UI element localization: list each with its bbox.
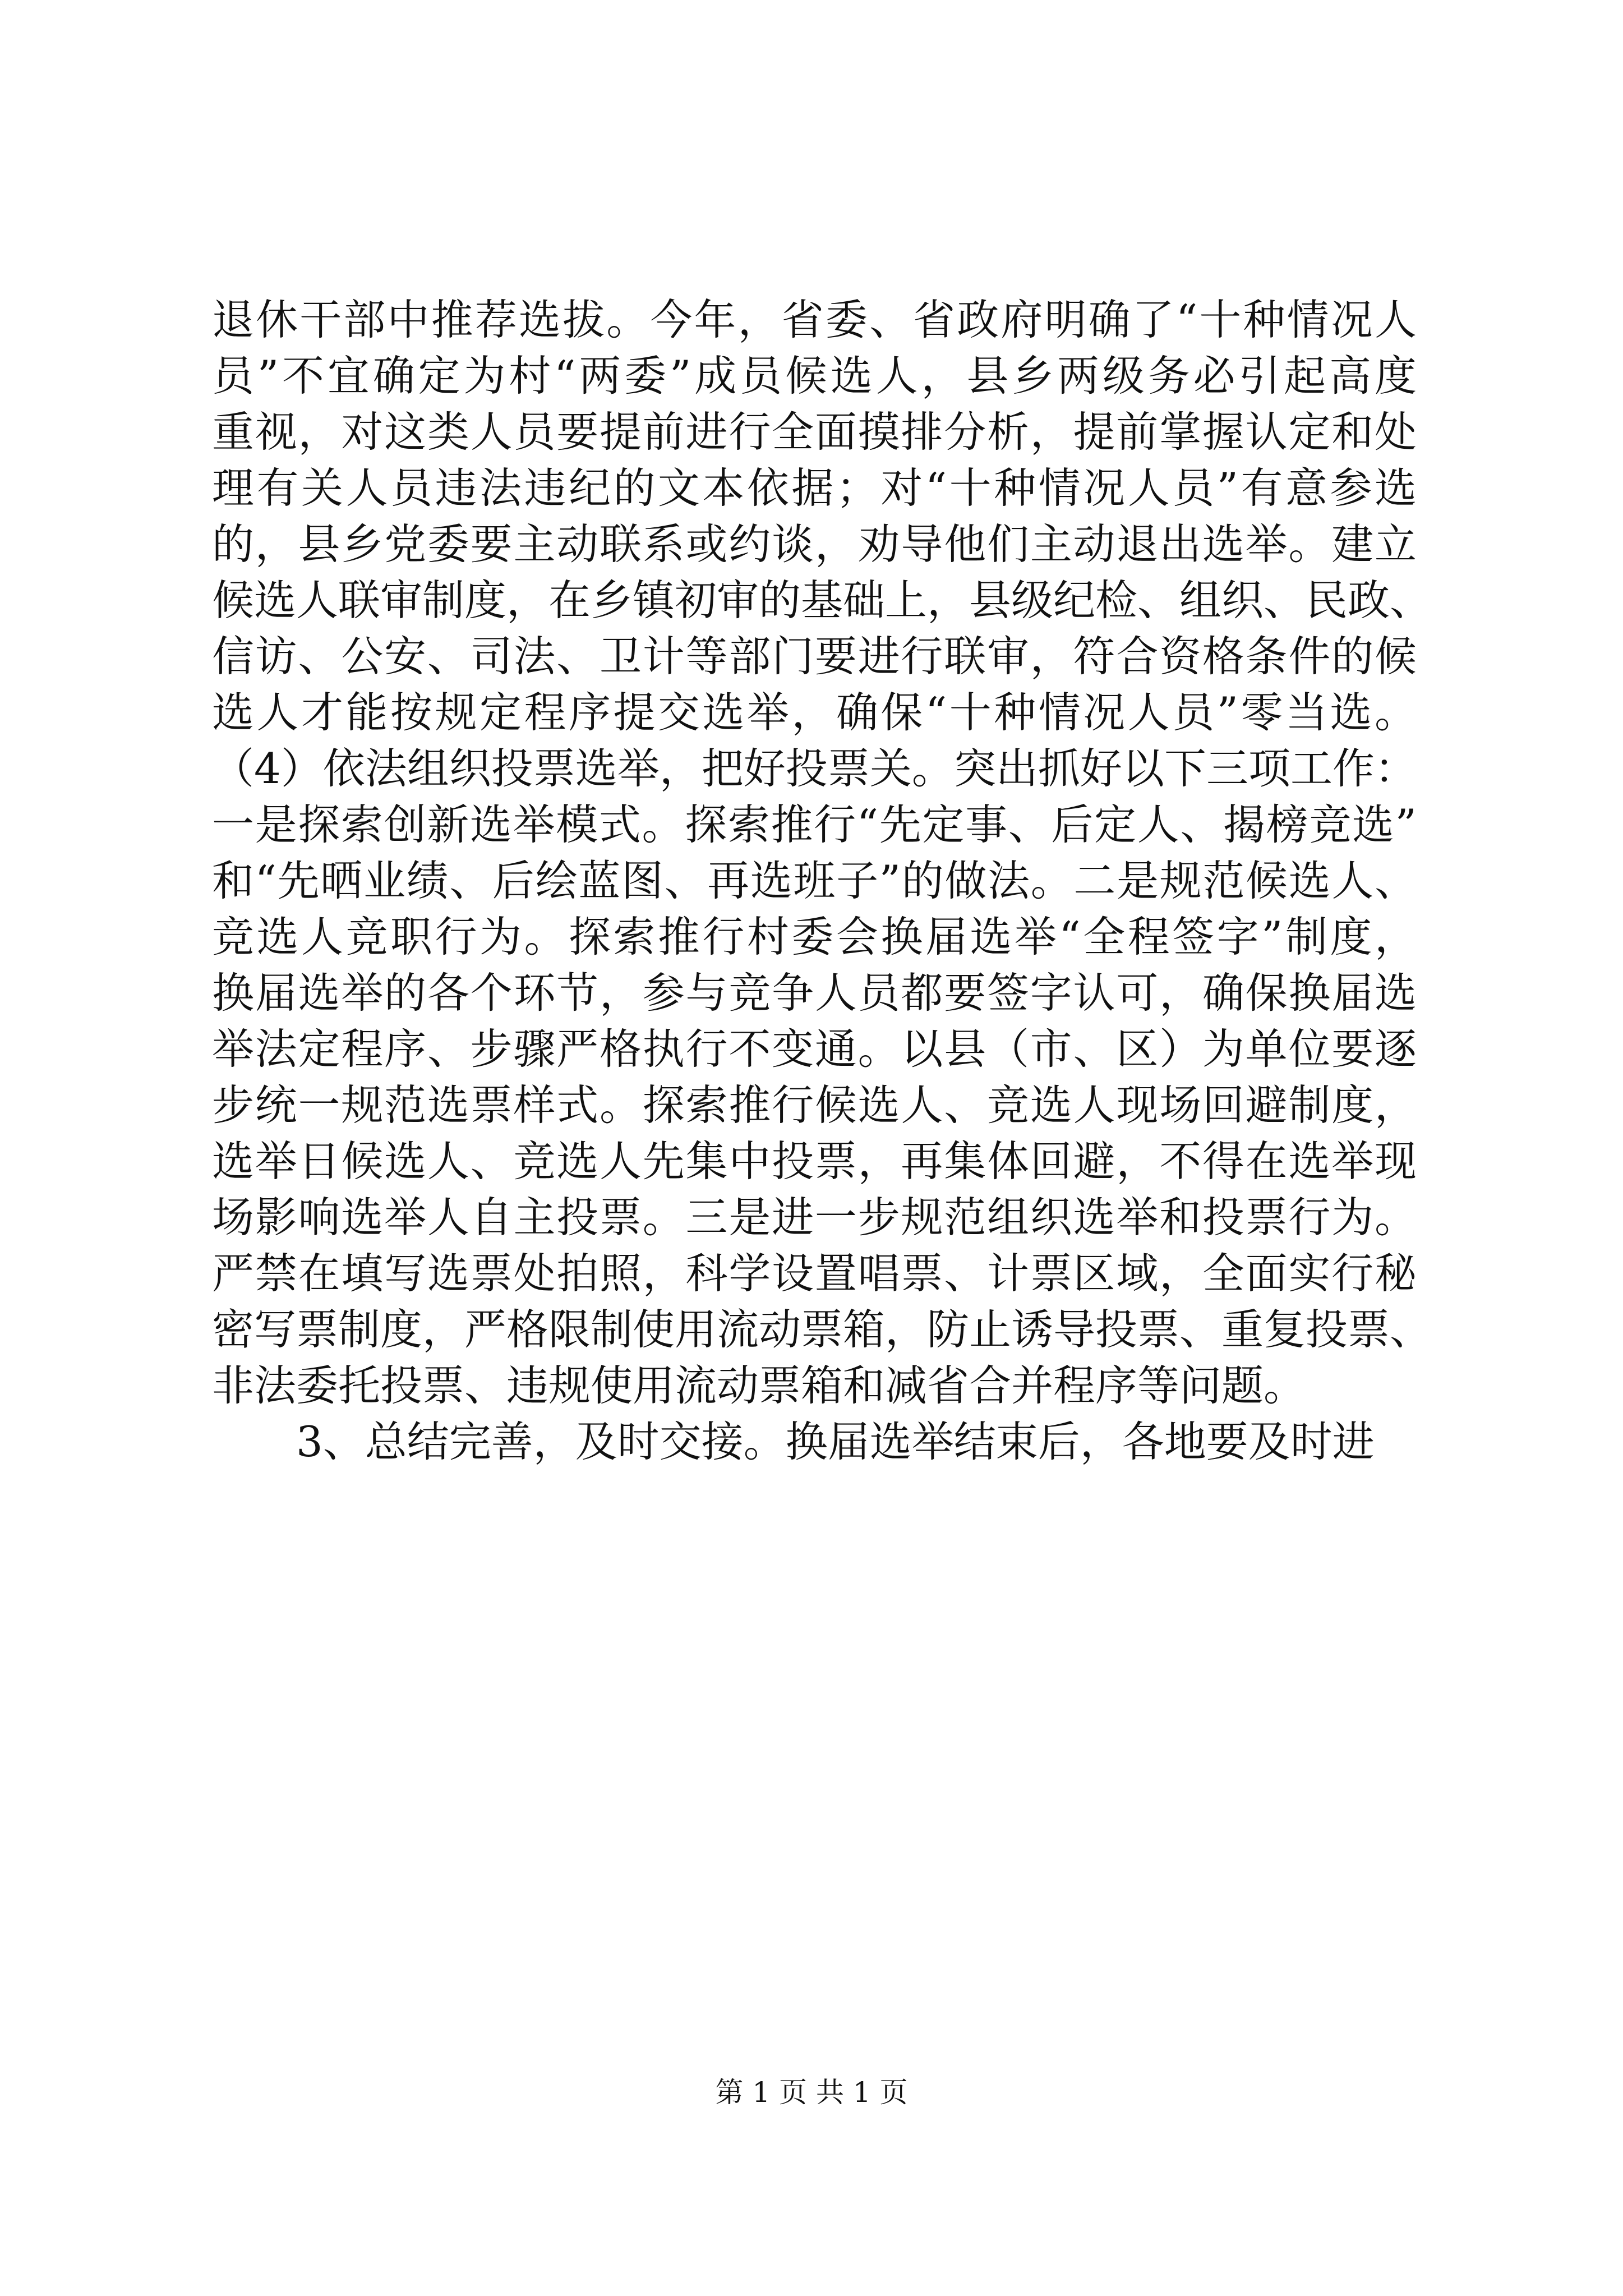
- text-line: 非法委托投票、违规使用流动票箱和减省合并程序等问题。: [212, 1361, 1306, 1410]
- text-line: 员”不宜确定为村“两委”成员候选人，县乡两级务必引起高度: [212, 351, 1417, 401]
- text-line: 步统一规范选票样式。探索推行候选人、竞选人现场回避制度，: [212, 1080, 1417, 1130]
- text-line: 退休干部中推荐选拔。今年，省委、省政府明确了“十种情况人: [212, 295, 1417, 344]
- text-line: （4）依法组织投票选举，把好投票关。突出抓好以下三项工作：: [212, 744, 1417, 793]
- text-line: 严禁在填写选票处拍照，科学设置唱票、计票区域，全面实行秘: [212, 1249, 1417, 1298]
- text-line: 理有关人员违法违纪的文本依据；对“十种情况人员”有意参选: [212, 463, 1417, 513]
- paragraph-text: [212, 292, 1432, 1470]
- document-body: [212, 292, 1432, 1470]
- text-line: 和“先晒业绩、后绘蓝图、再选班子”的做法。二是规范候选人、: [212, 856, 1417, 905]
- text-line: 的，县乡党委要主动联系或约谈，劝导他们主动退出选举。建立: [212, 519, 1417, 569]
- text-line: 举法定程序、步骤严格执行不变通。以县（市、区）为单位要逐: [212, 1024, 1417, 1074]
- text-line: 竞选人竞职行为。探索推行村委会换届选举“全程签字”制度，: [212, 912, 1417, 961]
- text-line: 信访、公安、司法、卫计等部门要进行联审，符合资格条件的候: [212, 632, 1417, 681]
- text-line: 密写票制度，严格限制使用流动票箱，防止诱导投票、重复投票、: [212, 1305, 1432, 1354]
- text-line: 候选人联审制度，在乡镇初审的基础上，县级纪检、组织、民政、: [212, 576, 1432, 625]
- text-line: 重视，对这类人员要提前进行全面摸排分析，提前掌握认定和处: [212, 407, 1417, 457]
- text-line: 选举日候选人、竞选人先集中投票，再集体回避，不得在选举现: [212, 1137, 1417, 1186]
- text-line: 选人才能按规定程序提交选举，确保“十种情况人员”零当选。: [212, 688, 1417, 737]
- text-line: 3、总结完善，及时交接。换届选举结束后，各地要及时进: [296, 1417, 1375, 1466]
- text-line: 一是探索创新选举模式。探索推行“先定事、后定人、揭榜竞选”: [212, 800, 1417, 849]
- text-line: 场影响选举人自主投票。三是进一步规范组织选举和投票行为。: [212, 1193, 1417, 1242]
- text-line: 换届选举的各个环节，参与竞争人员都要签字认可，确保换届选: [212, 968, 1417, 1018]
- page-footer: 第 1 页 共 1 页: [715, 2076, 908, 2109]
